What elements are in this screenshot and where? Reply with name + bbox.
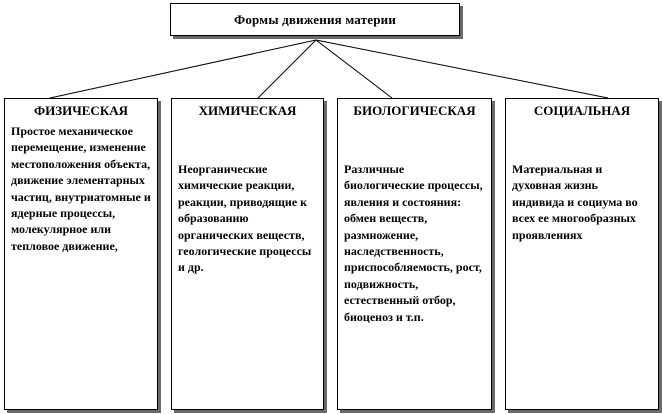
- category-box-physical: [4, 98, 158, 410]
- category-box-social: [505, 98, 659, 410]
- category-box-chemical: [171, 98, 324, 410]
- connector-chemical: [258, 40, 316, 98]
- category-heading-biological: БИОЛОГИЧЕСКАЯ: [353, 103, 476, 118]
- diagram-title: Формы движения материи: [233, 11, 397, 27]
- connector-physical: [50, 40, 316, 98]
- connector-biological: [316, 40, 392, 98]
- category-text-chemical: Неорганические химические реакции, реакции, приводящие к образованию органических веществ, геологические процессы и др.: [178, 162, 312, 275]
- category-text-physical: Простое механическое перемещение, изменение местоположения объекта, движение элементарных частиц, внутриатомные и ядерные процессы, молекулярное или тепловое движение,: [11, 124, 151, 253]
- category-heading-chemical: ХИМИЧЕСКАЯ: [198, 103, 297, 118]
- connector-social: [316, 40, 608, 98]
- category-heading-social: СОЦИАЛЬНАЯ: [533, 103, 631, 118]
- category-text-biological: Различные биологические процессы, явления и состояния: обмен веществ, размножение, наследственность, приспособляемость, рост, подвижность, естественный отбор, биоценоз и т.п.: [344, 162, 483, 324]
- category-box-biological: [337, 98, 492, 410]
- diagram-title-box: [170, 3, 460, 36]
- category-heading-physical: ФИЗИЧЕСКАЯ: [33, 103, 129, 118]
- category-text-social: Материальная и духовная жизнь индивида и социума во всех ее многообразных проявлениях: [512, 162, 638, 242]
